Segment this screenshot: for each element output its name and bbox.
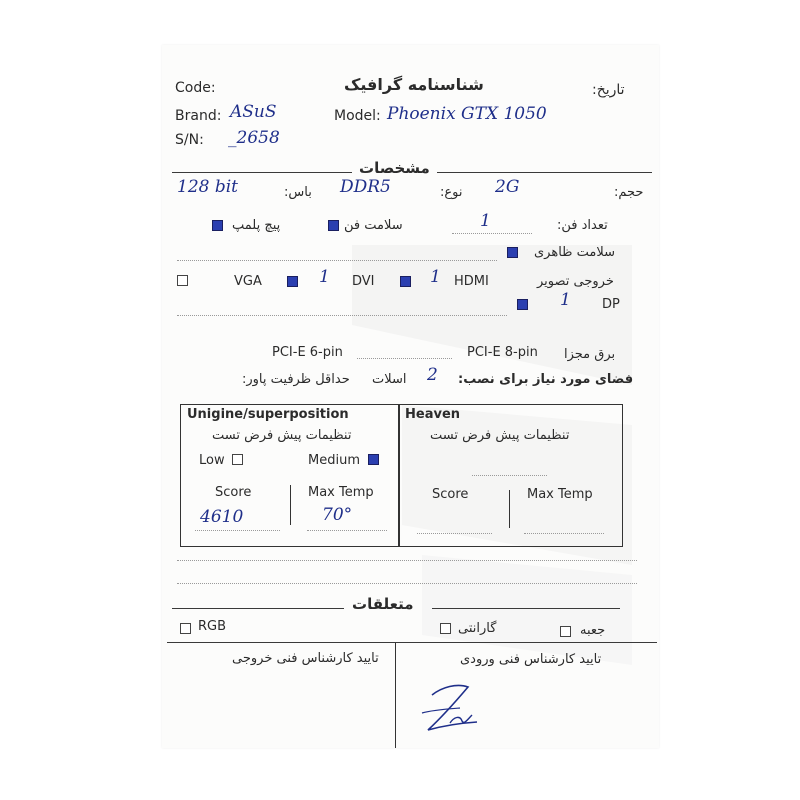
hdmi-value[interactable]: 1 — [430, 267, 441, 287]
unigine-temp-line — [307, 530, 387, 531]
rgb-label: RGB — [198, 619, 227, 634]
fan-health-checkbox[interactable] — [328, 220, 339, 231]
box-checkbox[interactable] — [560, 626, 571, 637]
unigine-score-value[interactable]: 4610 — [200, 507, 244, 527]
signature-stroke-2 — [450, 715, 472, 723]
output-tech-label: تایید کارشناس فنی خروجی — [232, 651, 379, 666]
heaven-title: Heaven — [405, 407, 461, 422]
min-psu-label: حداقل ظرفیت پاور: — [242, 372, 350, 387]
signature-stroke-1 — [428, 685, 477, 730]
unigine-title: Unigine/superposition — [187, 407, 349, 422]
appearance-line — [177, 260, 497, 261]
sn-value[interactable]: _2658 — [228, 128, 280, 148]
fan-count-value[interactable]: 1 — [480, 211, 491, 231]
signature-stroke-3 — [422, 708, 460, 713]
graphics-card-id-form — [162, 45, 659, 748]
bus-label: باس: — [284, 185, 312, 200]
heaven-temp-label: Max Temp — [527, 487, 593, 502]
dp-checkbox[interactable] — [517, 299, 528, 310]
hdmi-label: HDMI — [454, 274, 489, 289]
appearance-checkbox[interactable] — [507, 247, 518, 258]
space-label: فضای مورد نیاز برای نصب: — [458, 372, 634, 387]
pcie6-line — [357, 358, 452, 359]
sn-label: S/N: — [175, 132, 204, 148]
screw-seal-checkbox[interactable] — [212, 220, 223, 231]
notes-line-2 — [177, 583, 637, 584]
unigine-medium-checkbox[interactable] — [368, 454, 379, 465]
bus-value[interactable]: 128 bit — [177, 177, 239, 197]
unigine-low-checkbox[interactable] — [232, 454, 243, 465]
unigine-score-label: Score — [215, 485, 252, 500]
dvi-checkbox[interactable] — [287, 276, 298, 287]
model-value[interactable]: Phoenix GTX 1050 — [387, 104, 547, 124]
unigine-medium-label: Medium — [308, 453, 360, 468]
fan-count-label: تعداد فن: — [557, 218, 608, 233]
volume-value[interactable]: 2G — [495, 177, 520, 197]
accessories-section-title: متعلقات — [352, 595, 414, 613]
outputs-line — [177, 315, 507, 316]
vga-checkbox[interactable] — [177, 275, 188, 286]
accessories-rule-right — [432, 608, 620, 609]
warranty-checkbox[interactable] — [440, 623, 451, 634]
heaven-score-label: Score — [432, 487, 469, 502]
approvals-top-rule — [167, 642, 657, 643]
type-value[interactable]: DDR5 — [340, 177, 391, 197]
unigine-temp-label: Max Temp — [308, 485, 374, 500]
heaven-preset-line — [472, 475, 547, 476]
warranty-label: گارانتی — [458, 621, 497, 636]
accessories-rule-left — [172, 608, 344, 609]
dp-label: DP — [602, 297, 620, 312]
specs-section-title: مشخصات — [359, 159, 430, 177]
unigine-low-label: Low — [199, 453, 225, 468]
slot-label: اسلات — [372, 372, 407, 387]
model-label: Model: — [334, 108, 381, 124]
input-tech-label: تایید کارشناس فنی ورودی — [460, 652, 602, 667]
heaven-preset-label: تنظیمات پیش فرض تست — [430, 428, 570, 443]
fan-count-line — [452, 233, 532, 234]
type-label: نوع: — [440, 185, 463, 200]
approvals-divider — [395, 643, 396, 748]
hdmi-checkbox[interactable] — [400, 276, 411, 287]
volume-label: حجم: — [614, 185, 644, 200]
specs-rule-left — [172, 172, 352, 173]
fan-health-label: سلامت فن — [344, 218, 403, 233]
brand-label: Brand: — [175, 108, 222, 124]
heaven-score-line — [417, 533, 492, 534]
screw-seal-label: پیچ پلمپ — [232, 218, 281, 233]
heaven-temp-line — [524, 533, 604, 534]
brand-value[interactable]: ASuS — [230, 102, 277, 122]
outputs-label: خروجی تصویر — [537, 274, 614, 289]
unigine-score-line — [195, 530, 280, 531]
dp-value[interactable]: 1 — [560, 290, 571, 310]
specs-rule-right — [437, 172, 652, 173]
watermark-shape-bottom — [422, 555, 632, 665]
space-value[interactable]: 2 — [427, 365, 438, 385]
dvi-label: DVI — [352, 274, 375, 289]
notes-line-1 — [177, 560, 637, 561]
pcie8-label: PCI-E 8-pin — [467, 345, 538, 360]
heaven-divider — [509, 490, 510, 528]
date-label: تاریخ: — [592, 82, 625, 98]
appearance-label: سلامت ظاهری — [534, 245, 616, 260]
unigine-preset-label: تنظیمات پیش فرض تست — [212, 428, 352, 443]
input-tech-signature[interactable] — [402, 675, 502, 745]
power-label: برق مجزا — [564, 347, 616, 362]
pcie6-label: PCI-E 6-pin — [272, 345, 343, 360]
unigine-divider — [290, 485, 291, 525]
box-label: جعبه — [580, 623, 606, 638]
dvi-value[interactable]: 1 — [319, 267, 330, 287]
form-title: شناسنامه گرافیک — [344, 75, 484, 94]
rgb-checkbox[interactable] — [180, 623, 191, 634]
code-label: Code: — [175, 80, 216, 96]
unigine-temp-value[interactable]: 70° — [322, 505, 353, 525]
vga-label: VGA — [234, 274, 262, 289]
